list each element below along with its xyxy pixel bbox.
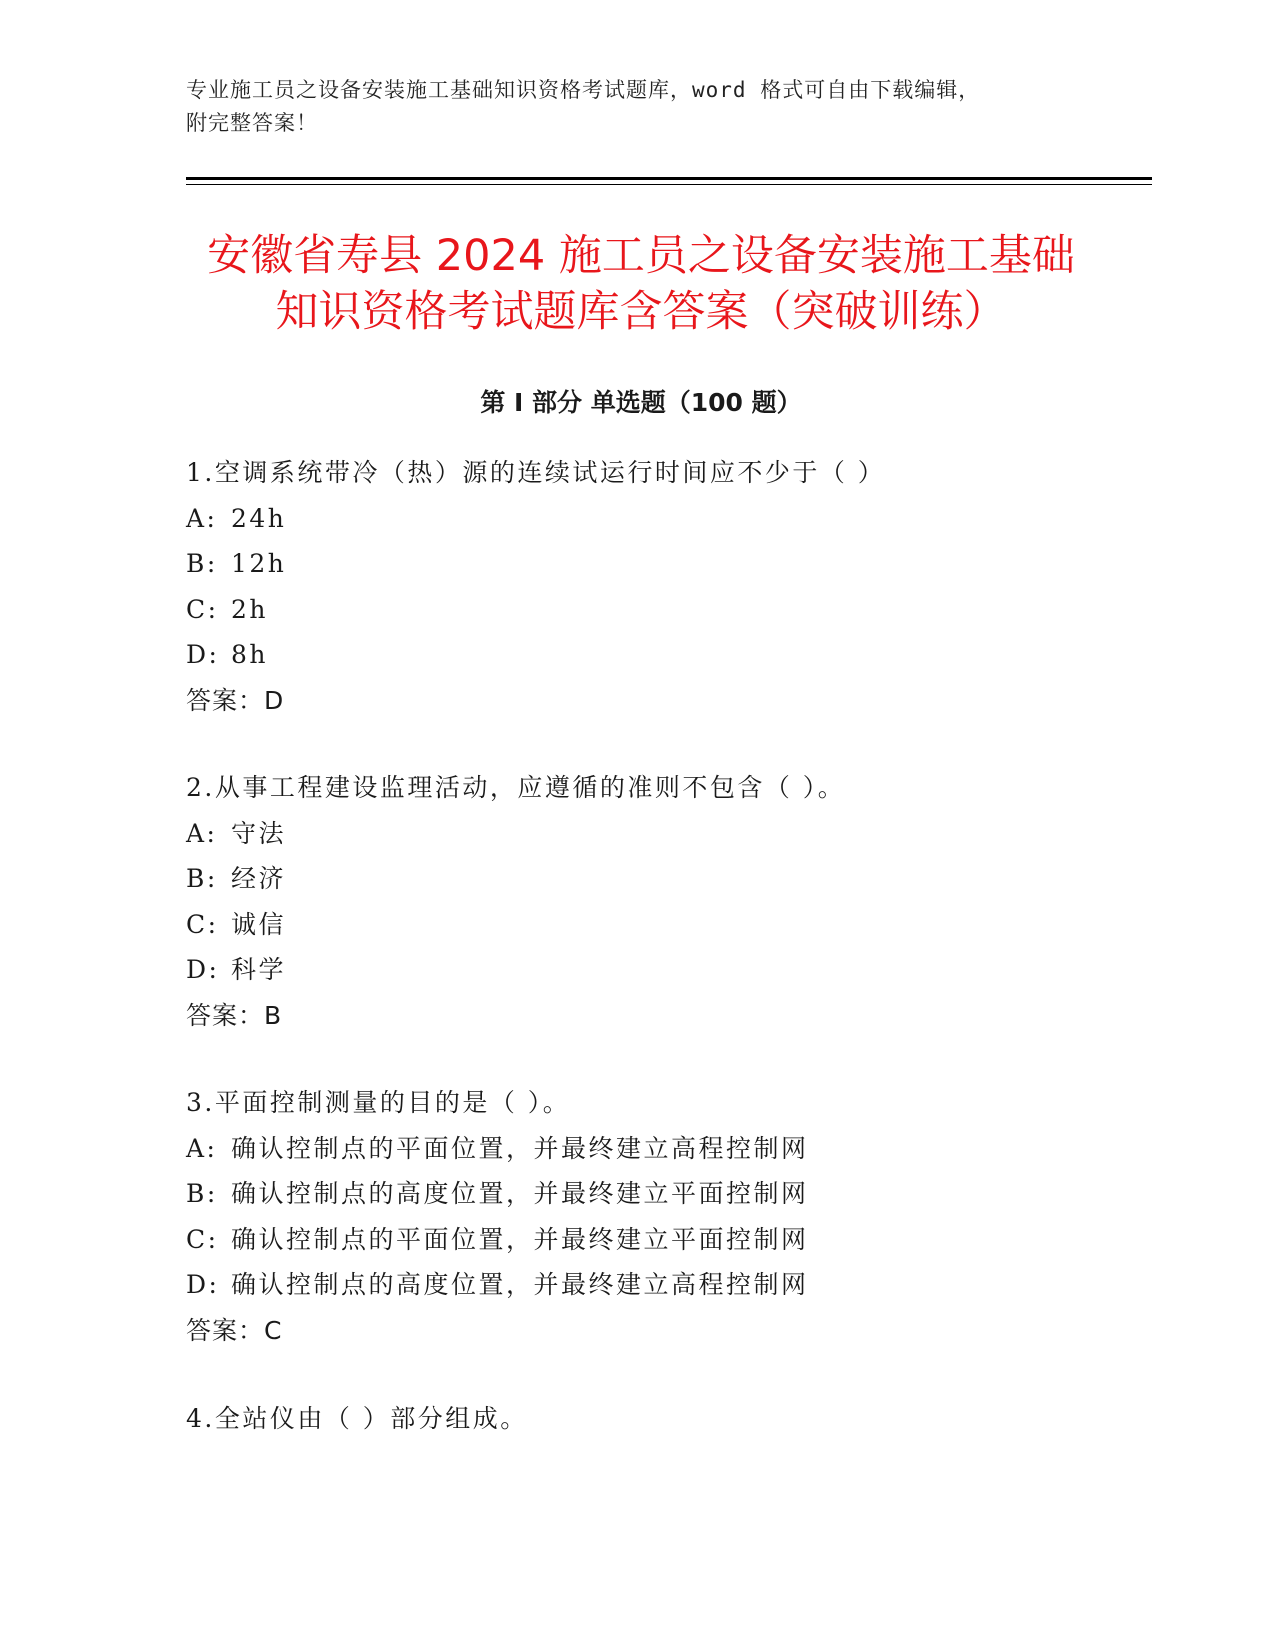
option-a <box>186 811 1136 857</box>
option-d <box>186 632 1136 678</box>
option-text: 12h <box>231 549 287 578</box>
question-2 <box>186 765 1136 1038</box>
answer-line: 答案：B <box>186 1000 283 1030</box>
header-divider-thin <box>186 184 1152 185</box>
option-letter: C: <box>186 1224 219 1254</box>
document-header-note <box>186 74 1086 140</box>
option-b <box>186 1171 1136 1217</box>
option-d <box>186 1262 1136 1308</box>
option-text: 8h <box>231 640 269 669</box>
option-text: 确认控制点的平面位置，并最终建立平面控制网 <box>231 1224 809 1254</box>
header-divider-thick <box>186 177 1152 180</box>
section-title: 第 I 部分 单选题（100 题） <box>480 388 802 417</box>
document-title-line-2: 知识资格考试题库含答案（突破训练） <box>275 287 1007 337</box>
option-text: 经济 <box>231 864 287 893</box>
answer-line: 答案：D <box>186 685 285 715</box>
question-stem: 3.平面控制测量的目的是（ ）。 <box>186 1088 571 1117</box>
option-text: 2h <box>231 594 269 624</box>
option-letter: D: <box>186 640 220 669</box>
header-note-line-1: 专业施工员之设备安装施工基础知识资格考试题库，word 格式可自由下载编辑， <box>186 78 981 102</box>
option-text: 确认控制点的平面位置，并最终建立高程控制网 <box>231 1133 809 1163</box>
option-c <box>186 902 1136 948</box>
option-letter: A: <box>186 1133 218 1163</box>
option-letter: C: <box>186 594 219 624</box>
question-stem: 2.从事工程建设监理活动，应遵循的准则不包含（ ）。 <box>186 773 846 802</box>
question-3 <box>186 1080 1136 1353</box>
option-text: 诚信 <box>231 909 287 939</box>
answer-line: 答案：C <box>186 1315 283 1345</box>
option-b <box>186 541 1136 587</box>
option-text: 确认控制点的高度位置，并最终建立高程控制网 <box>231 1270 809 1299</box>
option-a <box>186 1126 1136 1172</box>
option-c <box>186 1217 1136 1263</box>
option-letter: A: <box>186 503 218 533</box>
option-text: 守法 <box>231 818 287 848</box>
option-letter: B: <box>186 864 218 893</box>
option-text: 确认控制点的高度位置，并最终建立平面控制网 <box>231 1179 809 1208</box>
option-letter: A: <box>186 818 218 848</box>
question-4 <box>186 1396 1136 1442</box>
option-letter: C: <box>186 909 219 939</box>
question-stem: 4.全站仪由（ ）部分组成。 <box>186 1404 528 1433</box>
question-1 <box>186 450 1136 723</box>
option-letter: B: <box>186 1179 218 1208</box>
header-note-line-2: 附完整答案！ <box>186 111 318 135</box>
document-title <box>186 228 1096 340</box>
option-b <box>186 856 1136 902</box>
option-letter: D: <box>186 955 220 984</box>
document-title-line-1: 安徽省寿县 2024 施工员之设备安装施工基础 <box>207 231 1075 281</box>
option-a <box>186 496 1136 542</box>
option-letter: B: <box>186 549 218 578</box>
question-stem: 1.空调系统带冷（热）源的连续试运行时间应不少于（ ） <box>186 458 886 487</box>
option-text: 24h <box>231 503 287 533</box>
option-letter: D: <box>186 1270 220 1299</box>
option-c <box>186 587 1136 633</box>
option-text: 科学 <box>231 955 287 984</box>
option-d <box>186 947 1136 993</box>
